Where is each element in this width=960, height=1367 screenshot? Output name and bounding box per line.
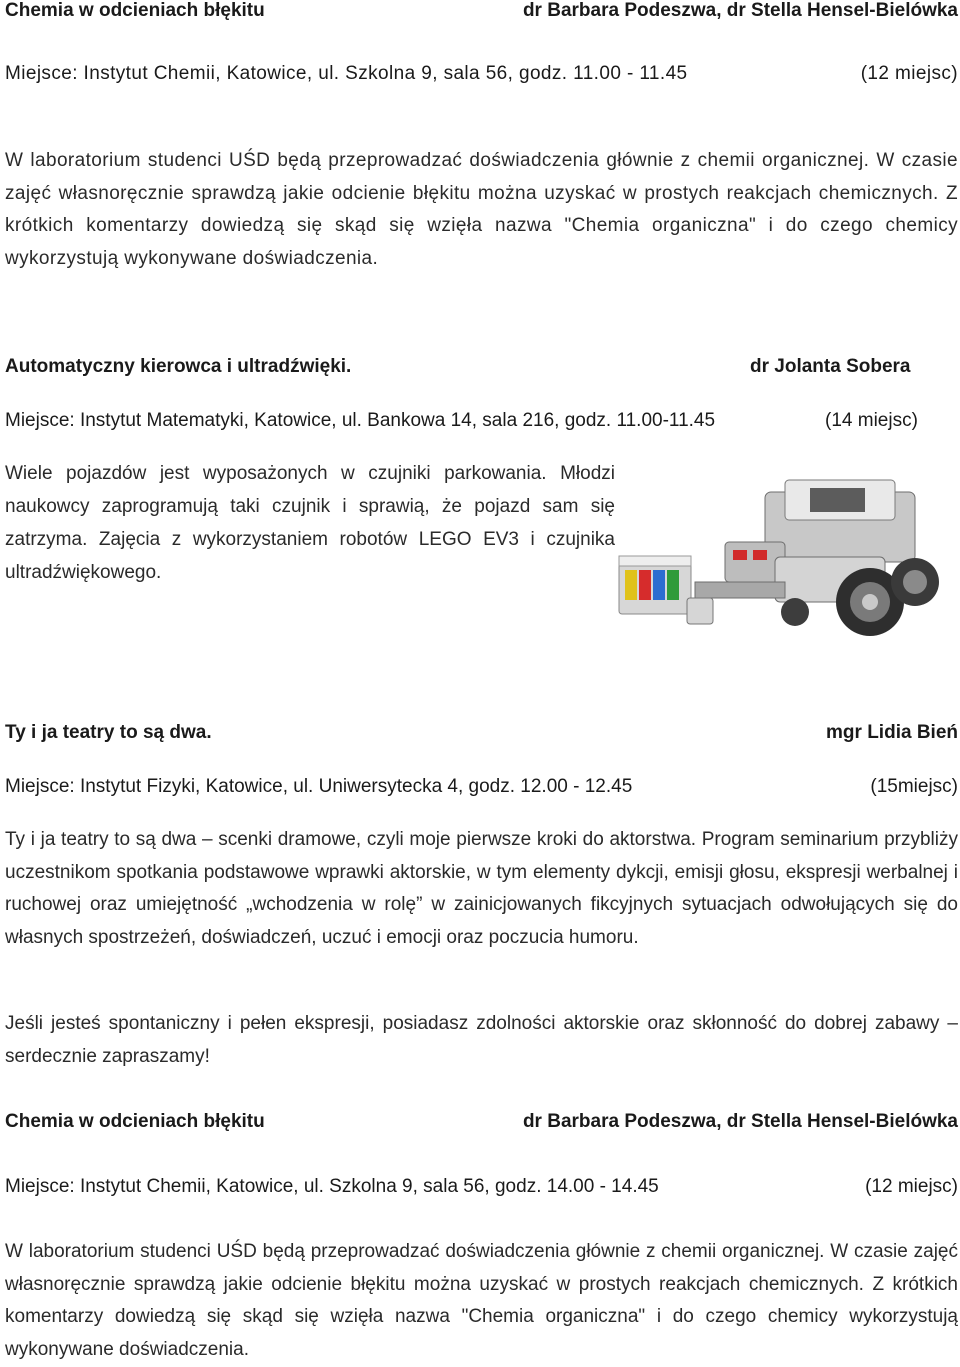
section2-place: Miejsce: Instytut Matematyki, Katowice, ul. Bankowa 14, sala 216, godz. 11.00-11.45 — [5, 410, 716, 431]
section3-seats: (15miejsc) — [870, 776, 958, 797]
section1-seats: (12 miejsc) — [860, 63, 958, 84]
section4-place: Miejsce: Instytut Chemii, Katowice, ul. Szkolna 9, sala 56, godz. 14.00 - 14.45 — [5, 1176, 659, 1197]
section2-author: dr Jolanta Sobera — [750, 356, 911, 377]
section1-author: dr Barbara Podeszwa, dr Stella Hensel-Bielówka — [522, 0, 958, 21]
section3-place-row — [5, 776, 958, 798]
section2-title: Automatyczny kierowca i ultradźwięki. — [5, 356, 352, 377]
section3-description: Ty i ja teatry to są dwa – scenki dramowe, czyli moje pierwsze kroki do aktorstwa. Program seminarium przybliży uczestnikom spotkania podstawowe wprawki aktorskie, w tym elementy dykcji, emisji głosu, ekspresji werbalnej i ruchowej oraz umiejętność „wchodzenia w rolę” w zainicjowanych fikcyjnych sytuacjach odwołujących się do własnych spostrzeżeń, doświadczeń, uczuć i emocji oraz poczucia humoru. — [5, 829, 958, 949]
section1-description: W laboratorium studenci UŚD będą przeprowadzać doświadczenia głównie z chemii organicznej. W czasie zajęć własnoręcznie sprawdzą jakie odcienie błękitu można uzyskać w prostych reakcjach chemicznych. Z krótkich komentarzy dowiedzą się skąd się wzięła nazwa "Chemia organiczna" i do czego chemicy wykorzystują wykonywane doświadczenia. — [5, 150, 958, 270]
section1-place: Miejsce: Instytut Chemii, Katowice, ul. Szkolna 9, sala 56, godz. 11.00 - 11.45 — [5, 63, 688, 84]
color-sensor-block — [619, 556, 691, 614]
section4-place-row — [5, 1176, 958, 1198]
section2-header — [5, 356, 958, 378]
section3-title: Ty i ja teatry to są dwa. — [5, 722, 212, 743]
section3-invitation: Jeśli jesteś spontaniczny i pełen ekspresji, posiadasz zdolności aktorskie oraz skłonność do dobrej zabawy – serdecznie zapraszamy! — [5, 1013, 958, 1067]
section3-header — [5, 722, 958, 744]
section1-place-row — [5, 63, 958, 85]
section4-description: W laboratorium studenci UŚD będą przeprowadzać doświadczenia głównie z chemii organicznej. W czasie zajęć własnoręcznie sprawdzą jakie odcienie błękitu można uzyskać w prostych reakcjach chemicznych. Z krótkich komentarzy dowiedzą się skąd się wzięła nazwa "Chemia organiczna" i do czego chemicy wykorzystują wykonywane doświadczenia. — [5, 1241, 958, 1361]
lego-ev3-robot-image — [615, 462, 950, 644]
section4-seats: (12 miejsc) — [865, 1176, 958, 1197]
section4-header — [5, 1111, 958, 1133]
section4-author: dr Barbara Podeszwa, dr Stella Hensel-Bielówka — [522, 1111, 958, 1132]
section4-title: Chemia w odcieniach błękitu — [5, 1111, 265, 1132]
section2-place-row — [5, 410, 958, 432]
section3-place: Miejsce: Instytut Fizyki, Katowice, ul. Uniwersytecka 4, godz. 12.00 - 12.45 — [5, 776, 633, 797]
section1-title: Chemia w odcieniach błękitu — [5, 0, 265, 21]
section1-header — [5, 0, 958, 22]
section3-author: mgr Lidia Bień — [826, 722, 958, 743]
section2-seats: (14 miejsc) — [825, 410, 918, 431]
section2-description: Wiele pojazdów jest wyposażonych w czujniki parkowania. Młodzi naukowcy zaprogramują taki czujnik i sprawią, że pojazd sam się zatrzyma. Zajęcia z wykorzystaniem robotów LEGO EV3 i czujnika ultradźwiękowego. — [5, 463, 615, 583]
